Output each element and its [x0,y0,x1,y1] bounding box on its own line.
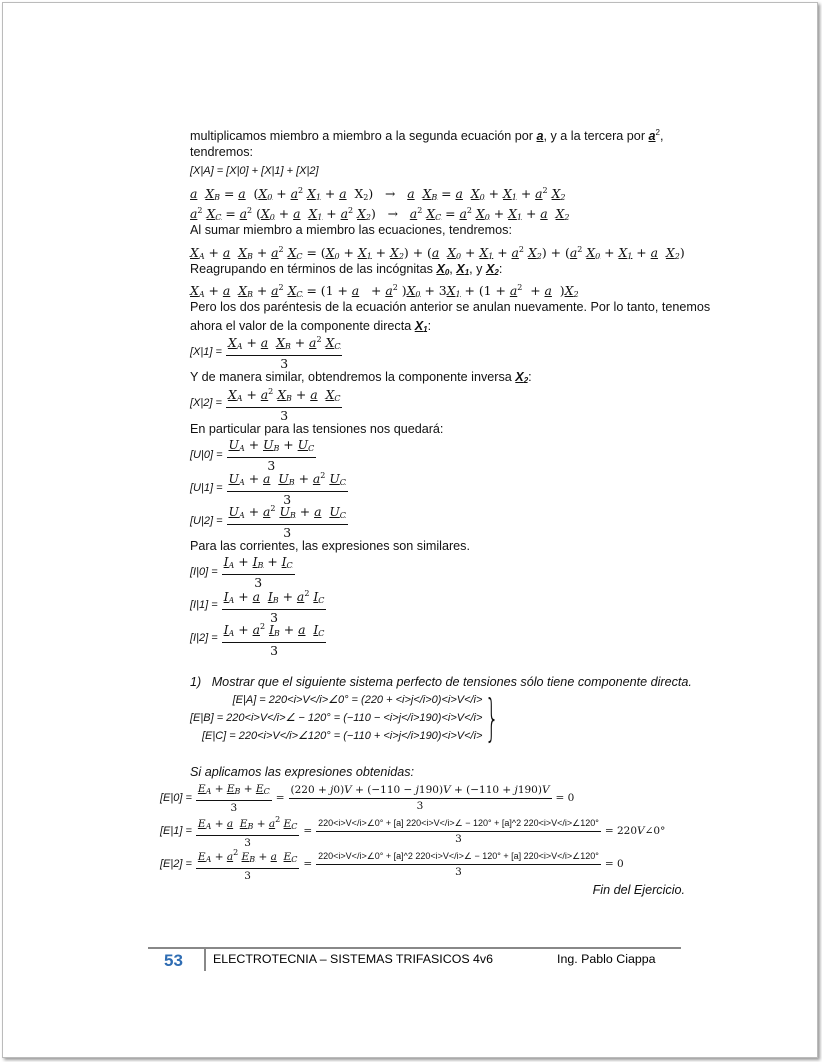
fraction: $\frac{E_A + a^2 E_B + a E_C}{3}$ [196,845,299,884]
equation-e0: [E|0] = $\frac{E_A + E_B + E_C}{3}$ = $\frac{(220 + j0)V + (-110 - j190)V + (-110 + j190)V}{3}$ = 0 [160,782,575,814]
fraction: $\frac{I_A + a^2 I_B + a I_C}{3}$ [222,619,327,658]
sum-text: Al sumar miembro a miembro las ecuaciones, tendremos: [190,223,512,237]
equation-lhs: [E|1] = [160,825,192,837]
footer-title: ELECTROTECNIA – SISTEMAS TRIFASICOS 4v6 [213,952,494,966]
expanded-numerator: 220<i>V</i>∠0° + [a]^2 220<i>V</i>∠ − 120° + [a] 220<i>V</i>∠120° [316,848,601,865]
intro-text: multiplicamos miembro a miembro a la segunda ecuación por a, y a la tercera por $a^2$, [190,128,664,143]
fraction-expanded: 220<i>V</i>∠0° + [a] 220<i>V</i>∠ − 120° + [a]^2 220<i>V</i>∠120° 3 [316,815,601,847]
exercise-statement: 1) Mostrar que el siguiente sistema perfecto de tensiones sólo tiene componente directa. [190,674,692,689]
equation-x1 [190,335,685,371]
equation-xc: $a^2$ $X_C = a^2$ ($X_0 + a$ $X_1 + a^2$ $X_2) \to a^2$ $X_C = a^2$ $X_0 + X_1 + a$ $X_2$ [190,206,570,222]
footer-separator [204,949,206,971]
equation-lhs: [U|0] = [190,448,223,461]
currents-text: Para las corrientes, las expresiones son similares. [190,539,470,553]
page-content [160,124,711,899]
voltage-system [190,691,685,745]
equation-e1: [E|1] = $\frac{E_A + a E_B + a^2 E_C}{3}$ = 220<i>V</i>∠0° + [a] 220<i>V</i>∠ − 120° + [a]^2 220<i>V</i>∠120° 3 = 220V∠0° [160,815,685,848]
equation-lhs: [I|0] = [190,566,218,578]
equation-eb: [E|B] = 220<i>V</i>∠ − 120° = (−110 − <i>j</i>190)<i>V</i> [190,712,483,724]
equation-xb: a $X_B = a$ ($X_0 + a^2$ $X_1 + a$ $X_2) \to a$ $X_B = a$ $X_0 + X_1 + a^2$ $X_2$ [190,186,566,202]
fraction: $\frac{U_A + a U_B + a^2 U_C}{3}$ [227,468,348,507]
fraction: $\frac{E_A + a E_B + a^2 E_C}{3}$ [196,812,299,851]
equation-ec: [E|C] = 220<i>V</i>∠120° = (−110 + <i>j</i>190)<i>V</i> [201,730,483,742]
equation-regroup: $X_A + a$ $X_B + a^2$ $X_C = (1 + a + a^2$ )$X_0 + 3X_1 + (1 + a^2 + a$ )$X_2$ [190,283,579,299]
equation-lhs: [X|2] = [190,397,222,409]
footer-author: Ing. Pablo Ciappa [557,952,656,966]
equation-u0 [190,438,685,471]
equation-lhs: [I|1] = [190,599,218,611]
equation-result: = 0 [555,792,575,804]
fraction-expanded: 220<i>V</i>∠0° + [a]^2 220<i>V</i>∠ − 120° + [a] 220<i>V</i>∠120° 3 [316,848,601,880]
fraction: $\frac{X_A + a X_B + a^2 X_C}{3}$ [226,332,343,371]
conclusion-text-cont: ahora el valor de la componente directa $X_1$: [190,318,432,334]
right-brace-icon: } [485,689,500,747]
equation-lhs: [U|1] = [190,481,223,494]
similar-text: Y de manera similar, obtendremos la componente inversa $X_2$: [190,370,532,385]
equation-lhs: [X|1] = [190,345,222,358]
voltages-text: En particular para las tensiones nos quedará: [190,421,444,436]
page-number: 53 [164,951,183,970]
equation-result: = 220V∠0° [604,825,666,837]
conclusion-text: Pero los dos paréntesis de la ecuación anterior se anulan nuevamente. Por lo tanto, tenemos [190,300,711,314]
apply-text: Si aplicamos las expresiones obtenidas: [190,765,415,779]
fraction: $\frac{X_A + a^2 X_B + a X_C}{3}$ [226,384,343,423]
equation-sum: $X_A + a$ $X_B + a^2$ $X_C = (X_0 + X_1 + X_2) + (a$ $X_0 + X_1 + a^2$ $X_2) + (a^2$ $X_0 + X_1 + a$ $X_2$) [190,244,685,261]
intro-text-cont: tendremos: [190,144,253,159]
end-text: Fin del Ejercicio. [592,882,685,897]
equation-xa: [X|A] = [X|0] + [X|1] + [X|2] [190,165,319,177]
equation-u2 [190,504,685,540]
fraction: $\frac{I_A + a I_B + a^2 I_C}{3}$ [222,586,327,625]
equation-lhs: [E|2] = [160,858,192,870]
equation-lhs: [E|0] = [160,792,192,804]
equation-i1 [190,588,685,625]
equation-u1 [190,471,685,507]
equation-lhs: [U|2] = [190,514,223,527]
equation-lhs: [I|2] = [190,632,218,644]
equation-x2 [190,386,685,423]
equation-ea: [E|A] = 220<i>V</i>∠0° = (220 + <i>j</i>0)<i>V</i> [232,694,483,706]
fraction: $\frac{U_A + a^2 U_B + a U_C}{3}$ [227,501,348,540]
equation-e2: [E|2] = $\frac{E_A + a^2 E_B + a E_C}{3}$ = 220<i>V</i>∠0° + [a]^2 220<i>V</i>∠ − 120° + [a] 220<i>V</i>∠120° 3 = 0 [160,848,685,881]
fraction-expanded: $\frac{(220 + j0)V + (-110 - j190)V + (-110 + j190)V}{3}$ [290,784,550,812]
regroup-text: Reagrupando en términos de las incógnitas $X_0$, $X_1$, y $X_2$: [190,261,503,277]
footer-divider [148,947,681,949]
fraction: $\frac{I_A + I_B + I_C}{3}$ [223,554,293,590]
fraction: $\frac{E_A + E_B + E_C}{3}$ [197,782,270,814]
fraction: $\frac{U_A + U_B + U_C}{3}$ [228,436,315,473]
equation-i0 [190,556,685,589]
expanded-numerator: 220<i>V</i>∠0° + [a] 220<i>V</i>∠ − 120° + [a]^2 220<i>V</i>∠120° [316,815,601,832]
equation-result: = 0 [604,858,624,870]
equation-i2 [190,621,685,658]
